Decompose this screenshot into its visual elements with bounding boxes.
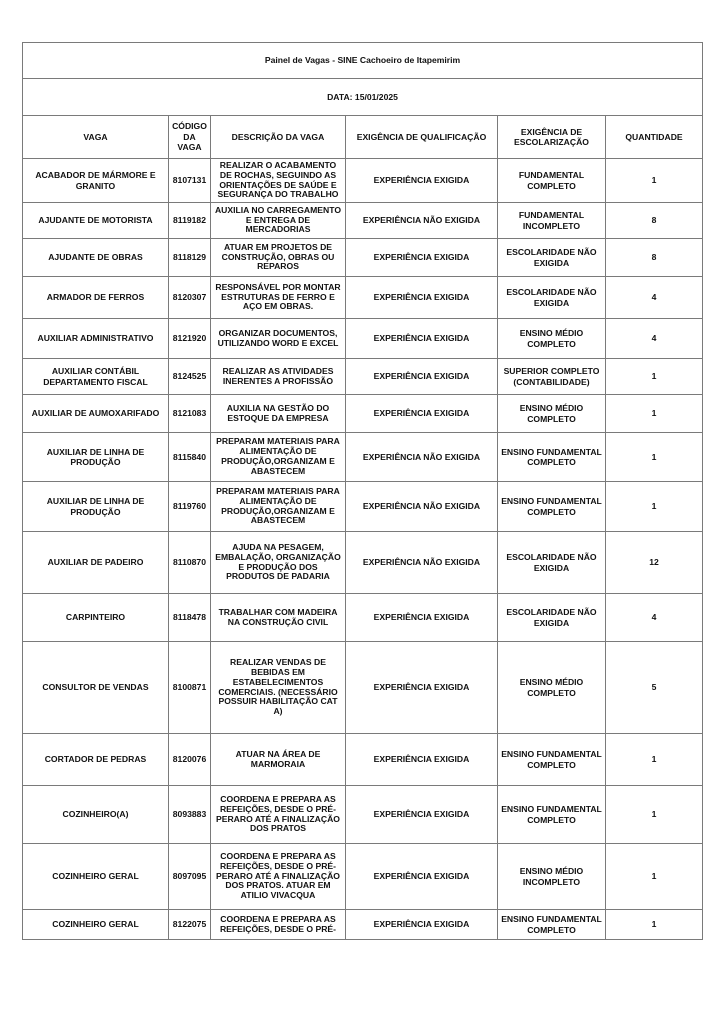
cell-vaga: AUXILIAR CONTÁBIL DEPARTAMENTO FISCAL <box>23 359 169 395</box>
table-row <box>23 734 703 786</box>
cell-codigo: 8120076 <box>169 734 211 786</box>
date-row <box>23 79 703 116</box>
cell-escolarizacao: FUNDAMENTAL INCOMPLETO <box>498 203 606 239</box>
cell-escolarizacao: ESCOLARIDADE NÃO EXIGIDA <box>498 239 606 277</box>
cell-codigo: 8115840 <box>169 433 211 482</box>
cell-vaga: AUXILIAR DE LINHA DE PRODUÇÃO <box>23 482 169 532</box>
cell-codigo: 8120307 <box>169 277 211 319</box>
cell-qualificacao: EXPERIÊNCIA EXIGIDA <box>346 642 498 734</box>
cell-escolarizacao: ENSINO MÉDIO COMPLETO <box>498 395 606 433</box>
cell-escolarizacao: ESCOLARIDADE NÃO EXIGIDA <box>498 277 606 319</box>
cell-quantidade: 1 <box>606 359 703 395</box>
cell-codigo: 8118129 <box>169 239 211 277</box>
cell-escolarizacao: ENSINO MÉDIO COMPLETO <box>498 642 606 734</box>
job-panel-sheet <box>22 42 702 940</box>
cell-codigo: 8122075 <box>169 910 211 940</box>
cell-quantidade: 1 <box>606 395 703 433</box>
cell-descricao: ATUAR EM PROJETOS DE CONSTRUÇÃO, OBRAS OU REPAROS <box>211 239 346 277</box>
cell-codigo: 8110870 <box>169 532 211 594</box>
cell-escolarizacao: ENSINO FUNDAMENTAL COMPLETO <box>498 482 606 532</box>
cell-vaga: AUXILIAR DE LINHA DE PRODUÇÃO <box>23 433 169 482</box>
cell-escolarizacao: ENSINO FUNDAMENTAL COMPLETO <box>498 734 606 786</box>
header-row <box>23 116 703 159</box>
header-descricao: DESCRIÇÃO DA VAGA <box>211 116 346 159</box>
cell-codigo: 8119760 <box>169 482 211 532</box>
table-row <box>23 277 703 319</box>
cell-quantidade: 8 <box>606 203 703 239</box>
cell-quantidade: 1 <box>606 482 703 532</box>
cell-descricao: AUXILIA NO CARREGAMENTO E ENTREGA DE MERCADORIAS <box>211 203 346 239</box>
cell-descricao: AUXILIA NA GESTÃO DO ESTOQUE DA EMPRESA <box>211 395 346 433</box>
cell-qualificacao: EXPERIÊNCIA EXIGIDA <box>346 594 498 642</box>
cell-vaga: AUXILIAR ADMINISTRATIVO <box>23 319 169 359</box>
cell-codigo: 8121083 <box>169 395 211 433</box>
cell-qualificacao: EXPERIÊNCIA NÃO EXIGIDA <box>346 203 498 239</box>
cell-escolarizacao: ENSINO MÉDIO COMPLETO <box>498 319 606 359</box>
cell-codigo: 8118478 <box>169 594 211 642</box>
cell-quantidade: 4 <box>606 594 703 642</box>
cell-codigo: 8119182 <box>169 203 211 239</box>
cell-escolarizacao: FUNDAMENTAL COMPLETO <box>498 159 606 203</box>
cell-codigo: 8093883 <box>169 786 211 844</box>
cell-qualificacao: EXPERIÊNCIA EXIGIDA <box>346 786 498 844</box>
cell-quantidade: 1 <box>606 734 703 786</box>
cell-vaga: COZINHEIRO GERAL <box>23 844 169 910</box>
title-row <box>23 43 703 79</box>
cell-qualificacao: EXPERIÊNCIA NÃO EXIGIDA <box>346 532 498 594</box>
cell-vaga: ARMADOR DE FERROS <box>23 277 169 319</box>
cell-qualificacao: EXPERIÊNCIA NÃO EXIGIDA <box>346 482 498 532</box>
header-codigo: CÓDIGO DA VAGA <box>169 116 211 159</box>
cell-descricao: AJUDA NA PESAGEM, EMBALAÇÃO, ORGANIZAÇÃO E PRODUÇÃO DOS PRODUTOS DE PADARIA <box>211 532 346 594</box>
cell-vaga: ACABADOR DE MÁRMORE E GRANITO <box>23 159 169 203</box>
cell-codigo: 8100871 <box>169 642 211 734</box>
cell-qualificacao: EXPERIÊNCIA NÃO EXIGIDA <box>346 433 498 482</box>
table-row <box>23 532 703 594</box>
cell-qualificacao: EXPERIÊNCIA EXIGIDA <box>346 359 498 395</box>
cell-vaga: AJUDANTE DE OBRAS <box>23 239 169 277</box>
table-row <box>23 786 703 844</box>
table-row <box>23 203 703 239</box>
cell-qualificacao: EXPERIÊNCIA EXIGIDA <box>346 159 498 203</box>
cell-qualificacao: EXPERIÊNCIA EXIGIDA <box>346 277 498 319</box>
cell-qualificacao: EXPERIÊNCIA EXIGIDA <box>346 910 498 940</box>
cell-descricao: REALIZAR AS ATIVIDADES INERENTES A PROFISSÃO <box>211 359 346 395</box>
date-label: DATA: 15/01/2025 <box>23 79 703 116</box>
header-escolarizacao: EXIGÊNCIA DE ESCOLARIZAÇÃO <box>498 116 606 159</box>
cell-vaga: CARPINTEIRO <box>23 594 169 642</box>
cell-codigo: 8097095 <box>169 844 211 910</box>
header-quantidade: QUANTIDADE <box>606 116 703 159</box>
cell-quantidade: 1 <box>606 433 703 482</box>
table-row <box>23 482 703 532</box>
cell-escolarizacao: ENSINO MÉDIO INCOMPLETO <box>498 844 606 910</box>
cell-quantidade: 4 <box>606 319 703 359</box>
table-row <box>23 433 703 482</box>
cell-qualificacao: EXPERIÊNCIA EXIGIDA <box>346 239 498 277</box>
table-row <box>23 594 703 642</box>
cell-quantidade: 1 <box>606 159 703 203</box>
cell-descricao: ATUAR NA ÁREA DE MARMORAIA <box>211 734 346 786</box>
cell-descricao: COORDENA E PREPARA AS REFEIÇÕES, DESDE O PRÉ-PERARO ATÉ A FINALIZAÇÃO DOS PRATOS <box>211 786 346 844</box>
table-row <box>23 239 703 277</box>
cell-qualificacao: EXPERIÊNCIA EXIGIDA <box>346 844 498 910</box>
cell-descricao: PREPARAM MATERIAIS PARA ALIMENTAÇÃO DE PRODUÇÃO,ORGANIZAM E ABASTECEM <box>211 433 346 482</box>
cell-vaga: COZINHEIRO(A) <box>23 786 169 844</box>
cell-descricao: ORGANIZAR DOCUMENTOS, UTILIZANDO WORD E EXCEL <box>211 319 346 359</box>
cell-vaga: AJUDANTE DE MOTORISTA <box>23 203 169 239</box>
table-row <box>23 642 703 734</box>
job-table <box>22 42 703 940</box>
cell-descricao: PREPARAM MATERIAIS PARA ALIMENTAÇÃO DE PRODUÇÃO,ORGANIZAM E ABASTECEM <box>211 482 346 532</box>
cell-escolarizacao: ESCOLARIDADE NÃO EXIGIDA <box>498 594 606 642</box>
cell-quantidade: 8 <box>606 239 703 277</box>
table-row <box>23 359 703 395</box>
cell-descricao: TRABALHAR COM MADEIRA NA CONSTRUÇÃO CIVIL <box>211 594 346 642</box>
table-row <box>23 844 703 910</box>
cell-descricao: COORDENA E PREPARA AS REFEIÇÕES, DESDE O PRÉ- <box>211 910 346 940</box>
cell-qualificacao: EXPERIÊNCIA EXIGIDA <box>346 395 498 433</box>
cell-descricao: RESPONSÁVEL POR MONTAR ESTRUTURAS DE FERRO E AÇO EM OBRAS. <box>211 277 346 319</box>
cell-codigo: 8121920 <box>169 319 211 359</box>
cell-quantidade: 1 <box>606 844 703 910</box>
cell-qualificacao: EXPERIÊNCIA EXIGIDA <box>346 734 498 786</box>
cell-codigo: 8107131 <box>169 159 211 203</box>
header-vaga: VAGA <box>23 116 169 159</box>
table-row <box>23 910 703 940</box>
cell-quantidade: 4 <box>606 277 703 319</box>
table-row <box>23 395 703 433</box>
cell-quantidade: 1 <box>606 910 703 940</box>
cell-codigo: 8124525 <box>169 359 211 395</box>
cell-descricao: REALIZAR O ACABAMENTO DE ROCHAS, SEGUINDO AS ORIENTAÇÕES DE SAÚDE E SEGURANÇA DO TRABALHO <box>211 159 346 203</box>
cell-vaga: CONSULTOR DE VENDAS <box>23 642 169 734</box>
cell-qualificacao: EXPERIÊNCIA EXIGIDA <box>346 319 498 359</box>
cell-escolarizacao: ESCOLARIDADE NÃO EXIGIDA <box>498 532 606 594</box>
table-row <box>23 159 703 203</box>
cell-escolarizacao: SUPERIOR COMPLETO (CONTABILIDADE) <box>498 359 606 395</box>
cell-vaga: AUXILIAR DE PADEIRO <box>23 532 169 594</box>
table-row <box>23 319 703 359</box>
header-qualificacao: EXIGÊNCIA DE QUALIFICAÇÃO <box>346 116 498 159</box>
cell-escolarizacao: ENSINO FUNDAMENTAL COMPLETO <box>498 786 606 844</box>
cell-descricao: REALIZAR VENDAS DE BEBIDAS EM ESTABELECIMENTOS COMERCIAIS. (NECESSÁRIO POSSUIR HABILITAÇÃO CAT A) <box>211 642 346 734</box>
cell-quantidade: 1 <box>606 786 703 844</box>
cell-quantidade: 5 <box>606 642 703 734</box>
cell-escolarizacao: ENSINO FUNDAMENTAL COMPLETO <box>498 433 606 482</box>
cell-quantidade: 12 <box>606 532 703 594</box>
page-title: Painel de Vagas - SINE Cachoeiro de Itapemirim <box>23 43 703 79</box>
cell-escolarizacao: ENSINO FUNDAMENTAL COMPLETO <box>498 910 606 940</box>
cell-vaga: COZINHEIRO GERAL <box>23 910 169 940</box>
cell-vaga: AUXILIAR DE AUMOXARIFADO <box>23 395 169 433</box>
cell-vaga: CORTADOR DE PEDRAS <box>23 734 169 786</box>
cell-descricao: COORDENA E PREPARA AS REFEIÇÕES, DESDE O PRÉ-PERARO ATÉ A FINALIZAÇÃO DOS PRATOS. ATUAR EM ATILIO VIVACQUA <box>211 844 346 910</box>
